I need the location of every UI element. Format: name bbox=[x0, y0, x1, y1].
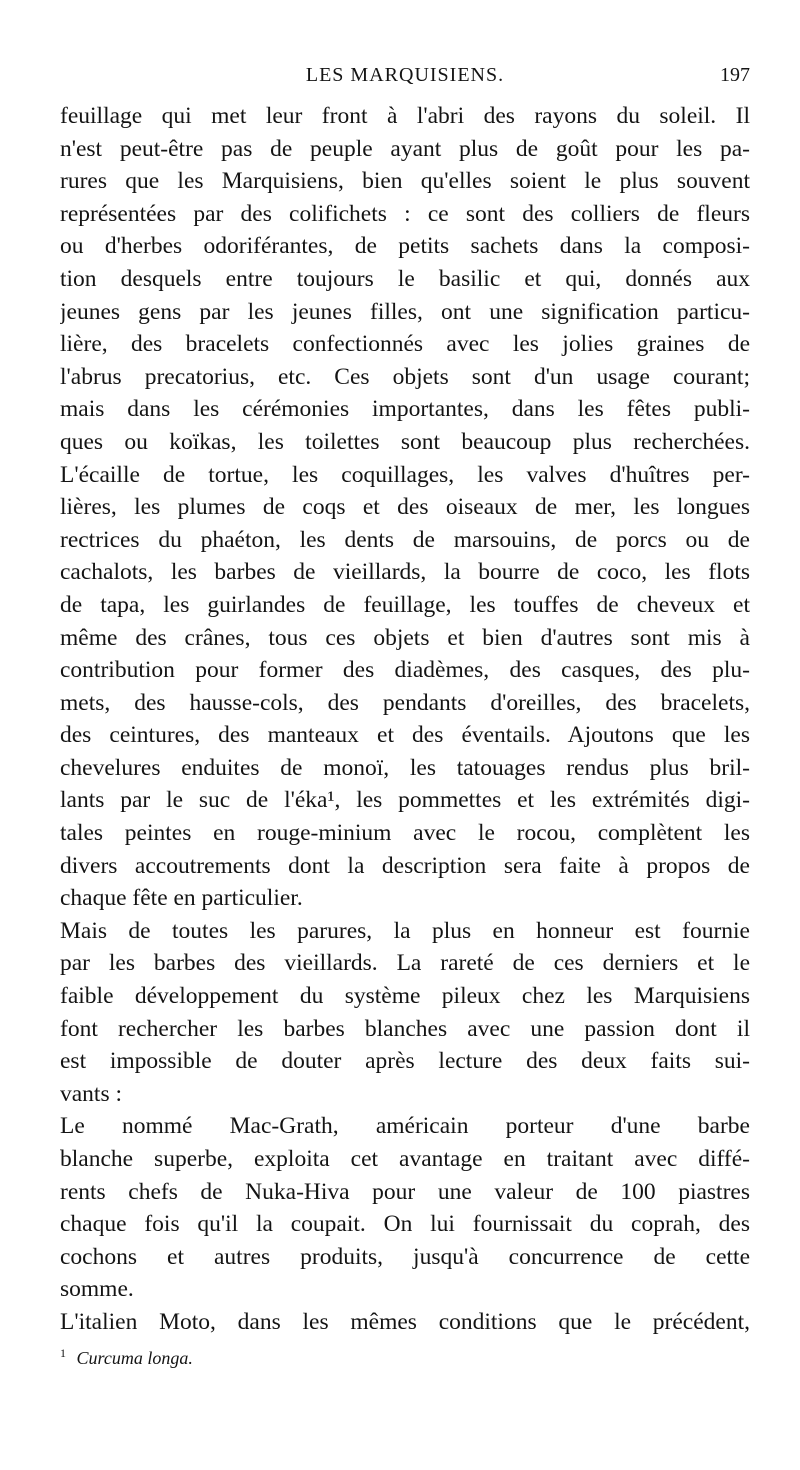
text-line: cochons et autres produits, jusqu'à concurrence de cette bbox=[60, 1243, 750, 1270]
text-line: mais dans les cérémonies importantes, dans les fêtes publi- bbox=[60, 396, 750, 423]
text-line: feuillage qui met leur front à l'abri des rayons du soleil. Il bbox=[60, 103, 750, 129]
text-line: même des crânes, tous ces objets et bien d'autres sont mis à bbox=[60, 624, 750, 651]
text-line: représentées par des colifichets : ce sont des colliers de fleurs bbox=[60, 200, 750, 227]
text-line: chaque fois qu'il la coupait. On lui fournissait du coprah, des bbox=[60, 1211, 750, 1238]
text-line: des ceintures, des manteaux et des éventails. Ajoutons que les bbox=[60, 722, 750, 749]
text-line: lières, les plumes de coqs et des oiseaux de mer, les longues bbox=[60, 494, 750, 521]
text-line: faible développement du système pileux chez les Marquisiens bbox=[60, 983, 750, 1010]
text-line: Le nommé Mac-Grath, américain porteur d'une barbe bbox=[60, 1113, 750, 1140]
footnote-text: Curcuma longa. bbox=[76, 1348, 193, 1368]
text-line: lants par le suc de l'éka¹, les pommettes et les extrémités digi- bbox=[60, 787, 750, 814]
text-line: Mais de toutes les parures, la plus en honneur est fournie bbox=[60, 917, 750, 944]
footnote-mark: 1 bbox=[60, 1346, 66, 1360]
running-head bbox=[60, 62, 750, 92]
text-line: divers accoutrements dont la description sera faite à propos de bbox=[60, 852, 750, 879]
running-title: LES MARQUISIENS. bbox=[305, 64, 505, 86]
text-line: mets, des hausse-cols, des pendants d'oreilles, des bracelets, bbox=[60, 689, 750, 716]
text-line: chevelures enduites de monoï, les tatouages rendus plus bril- bbox=[60, 754, 750, 781]
body-text bbox=[60, 100, 750, 1339]
text-line: L'italien Moto, dans les mêmes conditions que le précédent, bbox=[60, 1308, 750, 1335]
text-line: chaque fête en particulier. bbox=[60, 885, 303, 912]
text-line: n'est peut-être pas de peuple ayant plus de goût pour les pa- bbox=[60, 135, 750, 162]
page-number: 197 bbox=[720, 64, 750, 86]
text-line: de tapa, les guirlandes de feuillage, les touffes de cheveux et bbox=[60, 591, 750, 618]
text-line: lière, des bracelets confectionnés avec les jolies graines de bbox=[60, 331, 750, 358]
text-line: est impossible de douter après lecture des deux faits sui- bbox=[60, 1048, 750, 1075]
text-line: tales peintes en rouge-minium avec le rocou, complètent les bbox=[60, 820, 750, 847]
text-line: vants : bbox=[60, 1080, 123, 1107]
text-line: font rechercher les barbes blanches avec une passion dont il bbox=[60, 1015, 750, 1042]
footnote bbox=[60, 1346, 750, 1369]
text-line: rents chefs de Nuka-Hiva pour une valeur de 100 piastres bbox=[60, 1178, 750, 1205]
text-line: L'écaille de tortue, les coquillages, les valves d'huîtres per- bbox=[60, 461, 750, 488]
text-line: contribution pour former des diadèmes, des casques, des plu- bbox=[60, 657, 750, 684]
text-line: rectrices du phaéton, les dents de marsouins, de porcs ou de bbox=[60, 526, 750, 553]
text-line: tion desquels entre toujours le basilic et qui, donnés aux bbox=[60, 265, 750, 292]
text-line: rures que les Marquisiens, bien qu'elles soient le plus souvent bbox=[60, 168, 750, 195]
text-line: blanche superbe, exploita cet avantage en traitant avec diffé- bbox=[60, 1146, 750, 1172]
text-line: par les barbes des vieillards. La rareté de ces derniers et le bbox=[60, 950, 750, 977]
text-line: cachalots, les barbes de vieillards, la bourre de coco, les flots bbox=[60, 559, 750, 586]
text-line: ou d'herbes odoriférantes, de petits sachets dans la composi- bbox=[60, 233, 750, 260]
text-line: l'abrus precatorius, etc. Ces objets sont d'un usage courant; bbox=[60, 363, 750, 390]
text-line: ques ou koïkas, les toilettes sont beaucoup plus recherchées. bbox=[60, 428, 750, 455]
text-line: somme. bbox=[60, 1276, 134, 1303]
text-line: jeunes gens par les jeunes filles, ont une signification particu- bbox=[60, 298, 750, 325]
